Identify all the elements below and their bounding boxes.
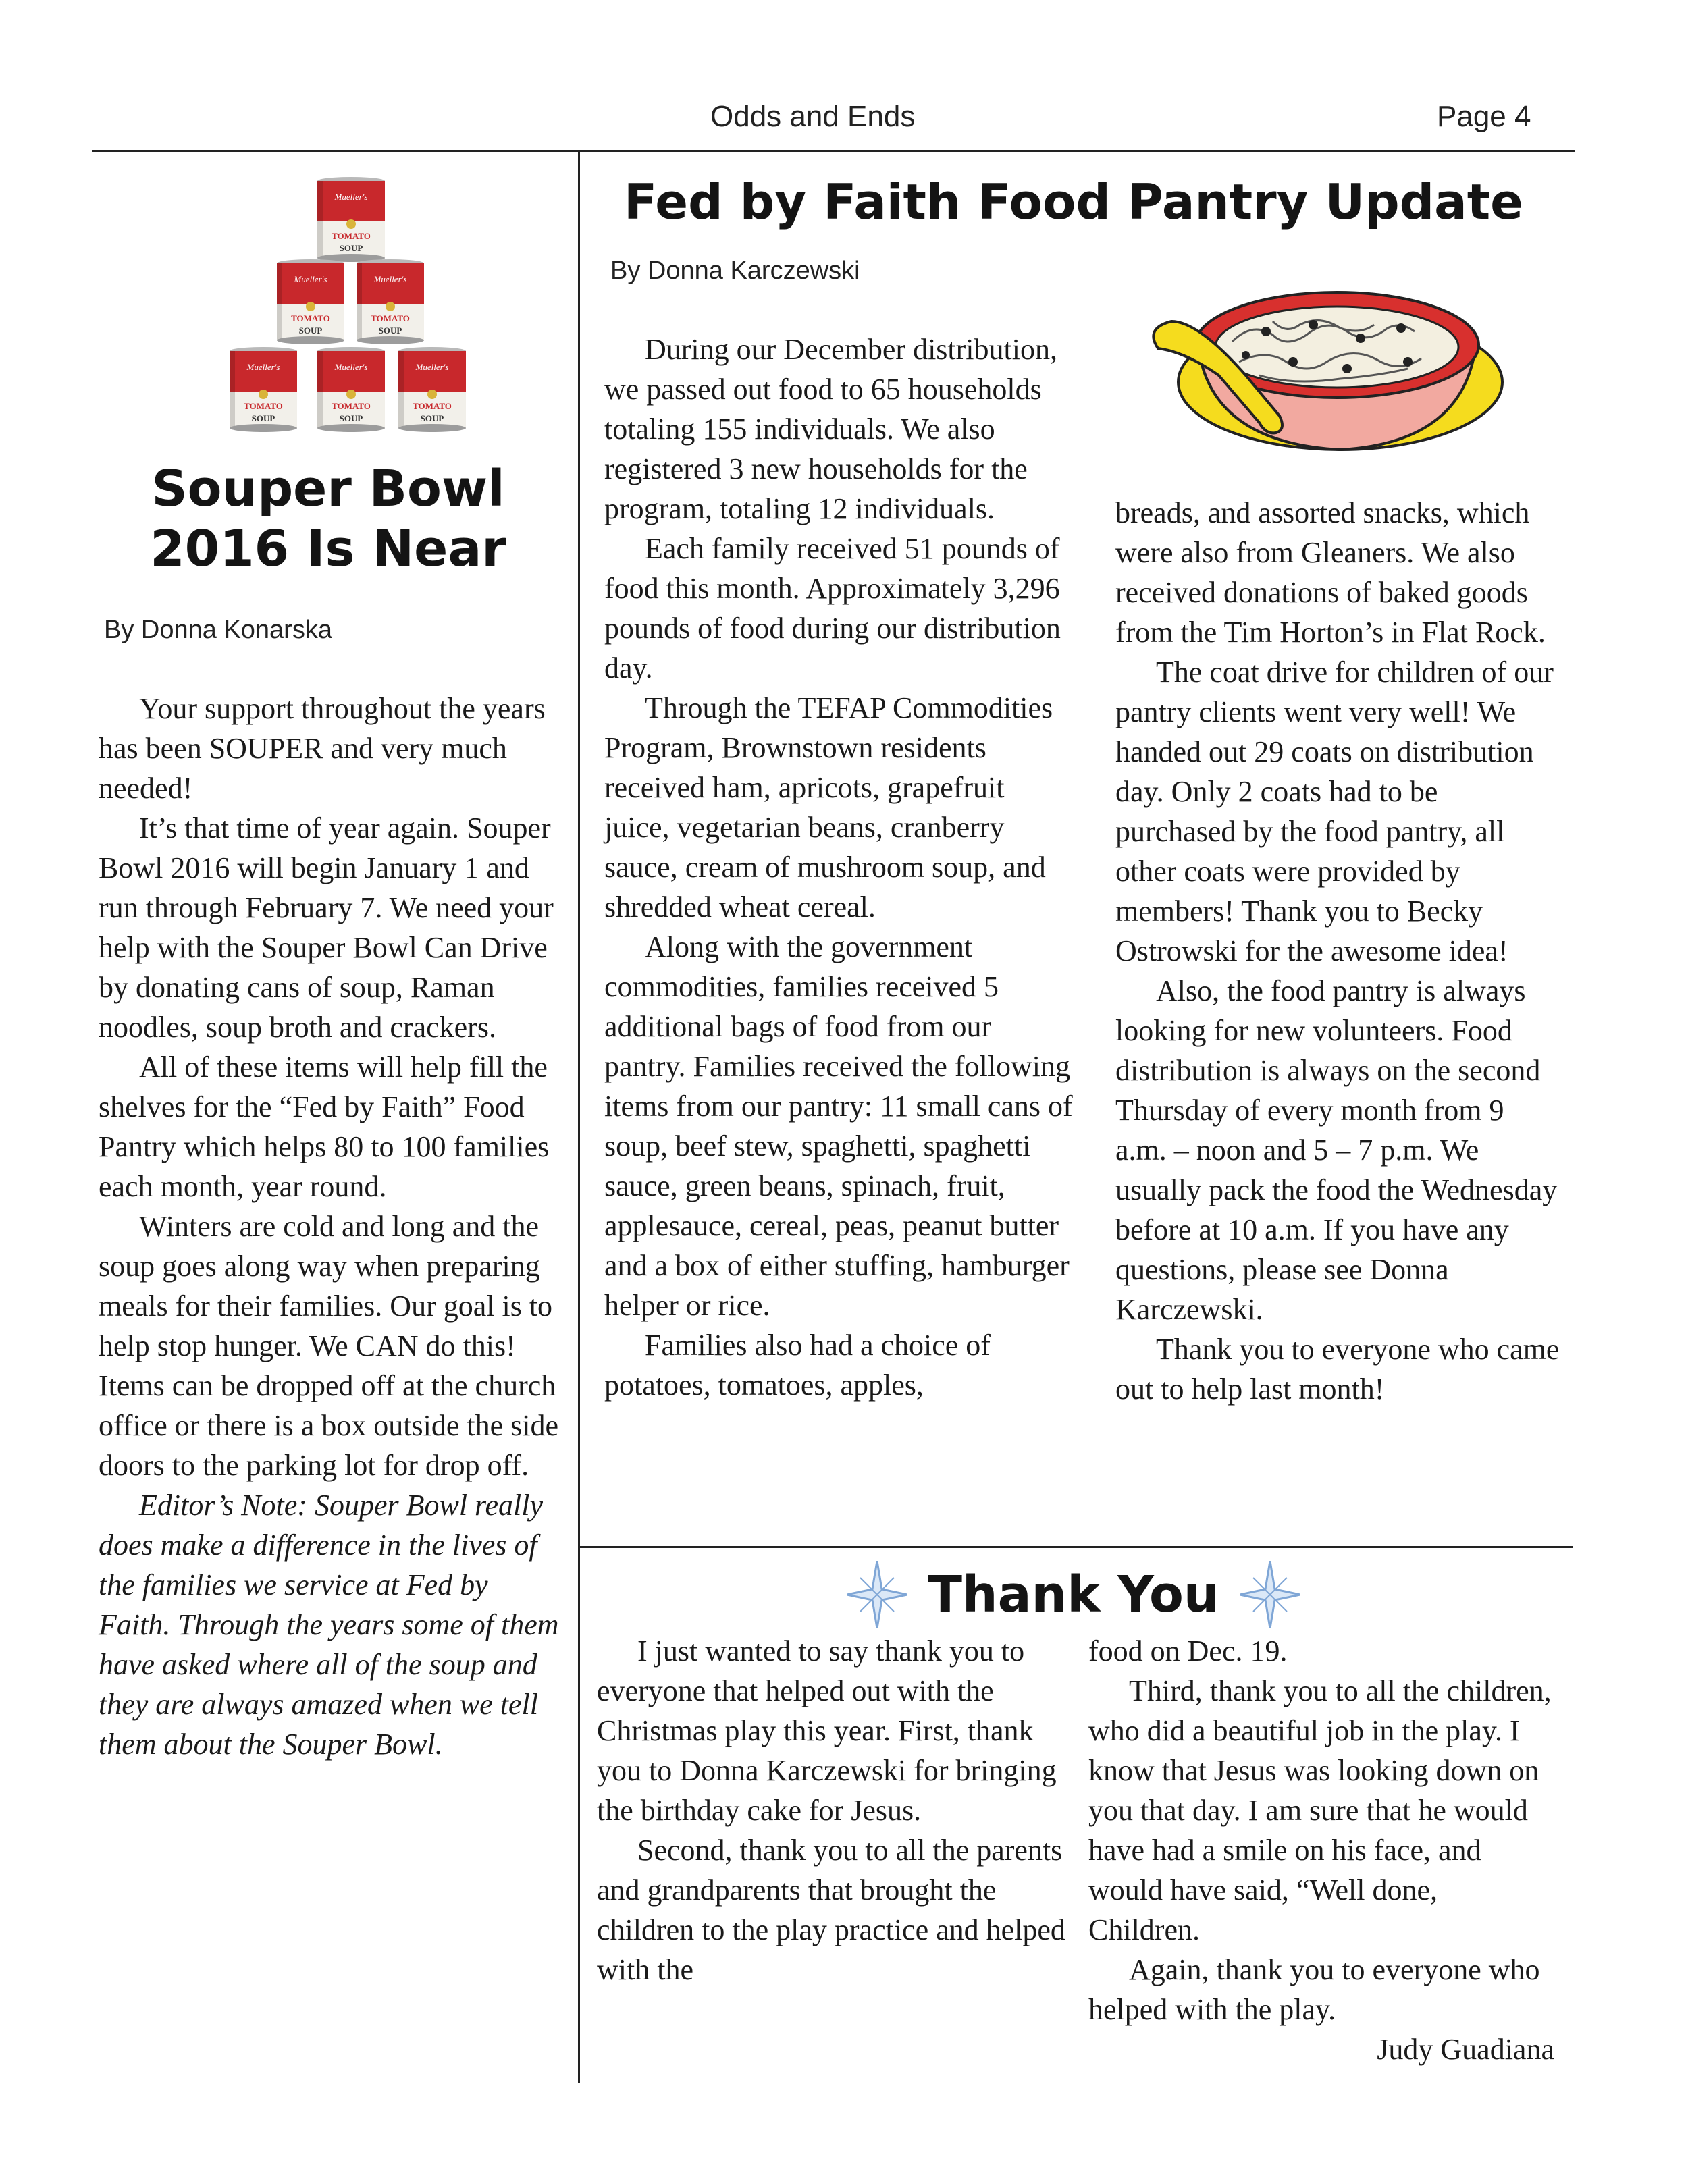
section-title: Odds and Ends xyxy=(710,100,916,133)
pantry-byline: By Donna Karczewski xyxy=(610,257,860,285)
paragraph: Thank you to everyone who came out to help last month! xyxy=(1115,1333,1560,1406)
header-rule xyxy=(92,150,1575,152)
section-rule xyxy=(579,1546,1573,1548)
paragraph-continued: breads, and assorted snacks, which were also from Gleaners. We also received donations of baked goods from the Tim Horton’s in Flat Rock. xyxy=(1115,496,1546,649)
paragraph: Along with the government commodities, families received 5 additional bags of food from our pantry. Families received the following items from our pantry: 11 small cans of soup, beef stew, spaghetti, spaghetti sauce, green beans, spinach, fruit, applesauce, cereal, peas, peanut butter and a box of either stuffing, hamburger helper or rice. xyxy=(604,930,1073,1322)
column-divider xyxy=(578,151,580,2083)
paragraph: During our December distribution, we passed out food to 65 households totaling 155 individuals. We also registered 3 new households for the program, totaling 12 individuals. xyxy=(604,333,1057,525)
paragraph: Winters are cold and long and the soup goes along way when preparing meals for their families. Our goal is to help stop hunger. We CAN do this! Items can be dropped off at the church office or there is a box outside the side doors to the parking lot for drop off. xyxy=(99,1210,558,1482)
paragraph: Families also had a choice of potatoes, tomatoes, apples, xyxy=(604,1329,991,1402)
pantry-headline-wrap xyxy=(587,173,1560,231)
paragraph: Through the TEFAP Commodities Program, Brownstown residents received ham, apricots, grapefruit juice, vegetarian beans, cranberry sauce, cream of mushroom soup, and shredded wheat cereal. xyxy=(604,691,1053,924)
pantry-column-1 xyxy=(604,329,1074,1405)
paragraph: Each family received 51 pounds of food this month. Approximately 3,296 pounds of food during our distribution day. xyxy=(604,532,1061,685)
souper-bowl-title-line2: 2016 Is Near xyxy=(150,519,506,578)
souper-bowl-body xyxy=(99,689,562,1764)
paragraph-continued: food on Dec. 19. xyxy=(1088,1634,1288,1668)
soup-bowl-illustration xyxy=(1144,274,1509,477)
paragraph: Also, the food pantry is always looking for new volunteers. Food distribution is always on the second Thursday of every month from 9 a.m. – noon and 5 – 7 p.m. We usually pack the food the Wednesday before at 10 a.m. If you have any questions, please see Donna Karczewski. xyxy=(1115,974,1558,1326)
pantry-title: Fed by Faith Food Pantry Update xyxy=(624,174,1523,230)
souper-bowl-byline: By Donna Konarska xyxy=(104,616,332,644)
thank-you-column-1 xyxy=(597,1631,1067,1990)
editor-note: Editor’s Note: Souper Bowl really does make a difference in the lives of the families we service at Fed by Faith. Through the years some of them have asked where all of the soup and they are always amazed when we tell them about the Souper Bowl. xyxy=(99,1489,559,1761)
thank-you-title: Thank You xyxy=(928,1565,1219,1624)
paragraph: All of these items will help fill the shelves for the “Fed by Faith” Food Pantry which helps 80 to 100 families each month, year round. xyxy=(99,1050,550,1203)
paragraph: Your support throughout the years has been SOUPER and very much needed! xyxy=(99,692,546,805)
paragraph: Second, thank you to all the parents and grandparents that brought the children to the play practice and helped with the xyxy=(597,1834,1065,1986)
thank-you-headline-wrap xyxy=(587,1561,1560,1628)
paragraph: It’s that time of year again. Souper Bowl 2016 will begin January 1 and run through February 7. We need your help with the Souper Bowl Can Drive by donating cans of soup, Raman noodles, soup broth and crackers. xyxy=(99,811,554,1044)
paragraph: The coat drive for children of our pantry clients went very well! We handed out 29 coats on distribution day. Only 2 coats had to be purchased by the food pantry, all other coats were provided by members! Thank you to Becky Ostrowski for the awesome idea! xyxy=(1115,656,1554,967)
soup-can-pyramid xyxy=(223,177,479,440)
soup-cans-illustration: Mueller's TOMATO SOUP xyxy=(223,177,479,440)
thank-you-column-2 xyxy=(1088,1631,1554,2069)
pantry-column-2 xyxy=(1115,493,1561,1409)
paragraph: Again, thank you to everyone who helped with the play. xyxy=(1088,1953,1540,2026)
star-icon xyxy=(847,1561,907,1628)
page-number: Page 4 xyxy=(1437,100,1531,133)
soup-bowl-icon xyxy=(1144,274,1509,477)
souper-bowl-title-line1: Souper Bowl xyxy=(151,460,505,518)
souper-bowl-headline xyxy=(92,459,564,579)
paragraph: Third, thank you to all the children, who did a beautiful job in the play. I know that Jesus was looking down on you that day. I am sure that he would have had a smile on his face, and would have said, “Well done, Children. xyxy=(1088,1674,1552,1946)
paragraph: I just wanted to say thank you to everyone that helped out with the Christmas play this year. First, thank you to Donna Karczewski for bringing the birthday cake for Jesus. xyxy=(597,1634,1057,1827)
star-icon xyxy=(1240,1561,1300,1628)
signature: Judy Guadiana xyxy=(1377,2033,1554,2066)
